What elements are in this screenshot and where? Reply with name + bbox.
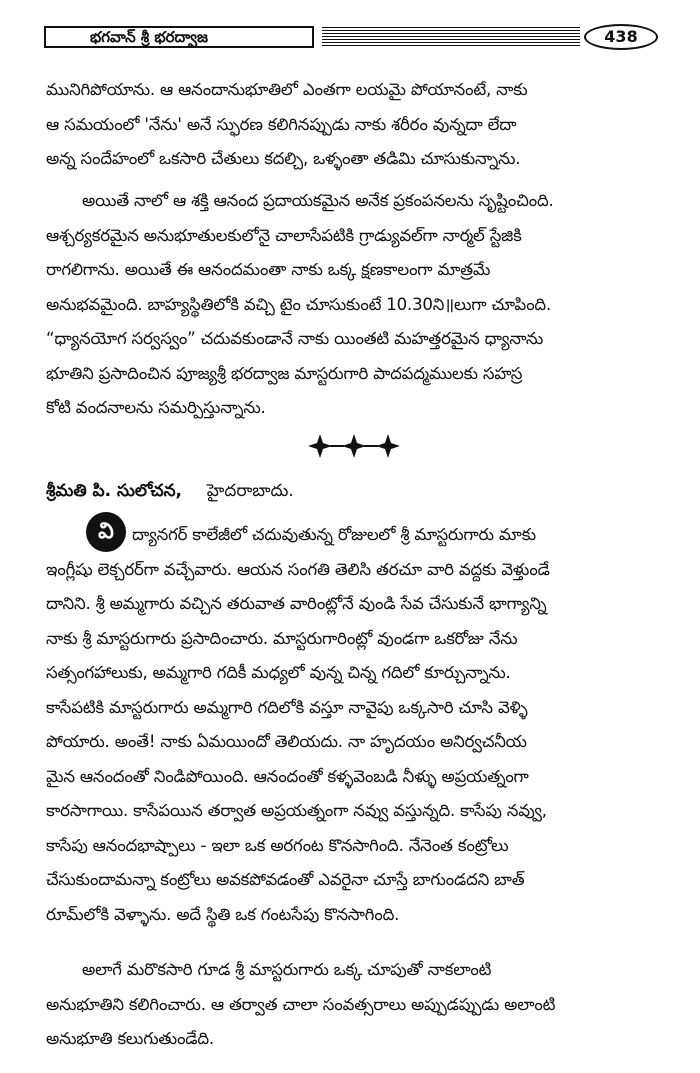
text-line: రాగలిగాను. అయితే ఈ ఆనందమంతా నాకు ఒక్క క్షణకాలంగా మాత్రమే [46, 260, 491, 279]
text-line: నాకు శ్రీ మాస్టరుగారు ప్రసాదించారు. మాస్టరుగారింట్లో వుండగా ఒకరోజు నేను [46, 628, 518, 648]
text-line: కారసాగాయి. కాసేపయిన తర్వాత అప్రయత్నంగా నవ్వు వస్తున్నది. కాసేపు నవ్వు, [46, 801, 547, 820]
running-header [44, 26, 658, 52]
text-line: సత్సంగహాలుకు, అమ్మగారి గదికీ మధ్యలో వున్న చిన్న గదిలో కూర్చున్నాను. [46, 663, 511, 682]
text-line: చేసుకుందామన్నా కంట్రోలు అవకపోవడంతో ఎవరైనా చూస్తే బాగుండదని బాత్ [46, 870, 525, 889]
text-line: ఆ సమయంలో 'నేను' అనే స్ఫురణ కలిగినప్పుడు నాకు శరీరం వున్నదా లేదా [46, 114, 517, 134]
text-line: ఆశ్చర్యకరమైన అనుభూతులకులోనై చాలాసేపటికి గ్రాడ్యువల్‌గా నార్మల్ స్టేజికి [46, 225, 522, 245]
text-line: దానిని. శ్రీ అమ్మగారు వచ్చిన తరువాత వారింట్లోనే వుండి సేవ చేసుకునే భాగ్యాన్ని [46, 594, 547, 613]
text-line: అన్న సందేహంలో ఒకసారి చేతులు కదల్చి, ఒళ్ళంతా తడిమి చూసుకున్నాను. [46, 149, 521, 168]
text-line: అనుభవమైంది. బాహ్యస్థితిలోకి వచ్చి టైం చూసుకుంటే 10.30ని॥లుగా చూపింది. [46, 294, 552, 314]
text-line: కాసేపటికి మాస్టరుగారు అమ్మగారి గదిలోకి వస్తూ నావైపు ఒక్కసారి చూసి వెళ్ళి [46, 697, 528, 717]
text-line: అలాగే మరొకసారి గూడ శ్రీ మాస్టరుగారు ఒక్క చూపుతో నాకలాంటి [82, 960, 492, 979]
paragraph-3 [46, 518, 654, 932]
drop-cap: వి [86, 512, 126, 552]
section-divider-ornament [306, 432, 402, 460]
author-byline [46, 476, 646, 506]
page-number: 438 [584, 24, 658, 50]
text-line: భూతిని ప్రసాదించిన పూజ్యశ్రీ భరద్వాజ మాస్టరుగారి పాదపద్మములకు సహస్ర [46, 363, 523, 383]
text-line: మునిగిపోయాను. ఆ ఆనందానుభూతిలో ఎంతగా లయమై పోయానంటే, నాకు [46, 80, 528, 99]
author-city: హైదరాబాదు. [206, 481, 294, 501]
paragraph-4 [46, 953, 654, 1057]
text-line: అనుభూతి కలుగుతుండేది. [46, 1029, 214, 1048]
book-title: భగవాన్ శ్రీ భరద్వాజ [44, 26, 314, 48]
text-line: కాసేపు ఆనందభాష్పాలు - ఇలా ఒక అరగంట కొనసాగింది. నేనెంత కంట్రోలు [46, 835, 509, 855]
text-line: రూమ్‌లోకి వెళ్ళాను. అదే స్థితి ఒక గంటసేపు కొనసాగింది. [46, 904, 400, 924]
text-line: ద్యానగర్ కాలేజీలో చదువుతున్న రోజులలో శ్రీ మాస్టరుగారు మాకు [132, 525, 536, 544]
text-line: ఇంగ్లీషు లెక్చరర్‌గా వచ్చేవారు. ఆయన సంగతి తెలిసి తరచూ వారి వద్దకు వెళ్తుండే [46, 559, 550, 579]
text-line: మైన ఆనందంతో నిండిపోయింది. ఆనందంతో కళ్ళవెంబడి నీళ్ళు అప్రయత్నంగా [46, 766, 529, 786]
text-line: పోయారు. అంతే! నాకు ఏమయిందో తెలియదు. నా హృదయం అనిర్వచనీయ [46, 732, 527, 751]
text-line: అయితే నాలో ఆ శక్తి ఆనంద ప్రదాయకమైన అనేక ప్రకంపనలను సృష్టించింది. [82, 191, 554, 210]
text-line: కోటి వందనాలను సమర్పిస్తున్నాను. [46, 398, 266, 417]
author-name: శ్రీమతి పి. సులోచన, [46, 481, 182, 501]
header-rule-lines [322, 27, 580, 47]
text-line: “ధ్యానయోగ సర్వస్వం” చదువకుండానే నాకు యింతటి మహత్తరమైన ధ్యానాను [46, 329, 544, 348]
text-line: అనుభూతిని కలిగించారు. ఆ తర్వాత చాలా సంవత్సరాలు అప్పుడప్పుడు అలాంటి [46, 994, 556, 1014]
paragraph-2 [46, 184, 654, 426]
paragraph-1 [46, 73, 654, 177]
